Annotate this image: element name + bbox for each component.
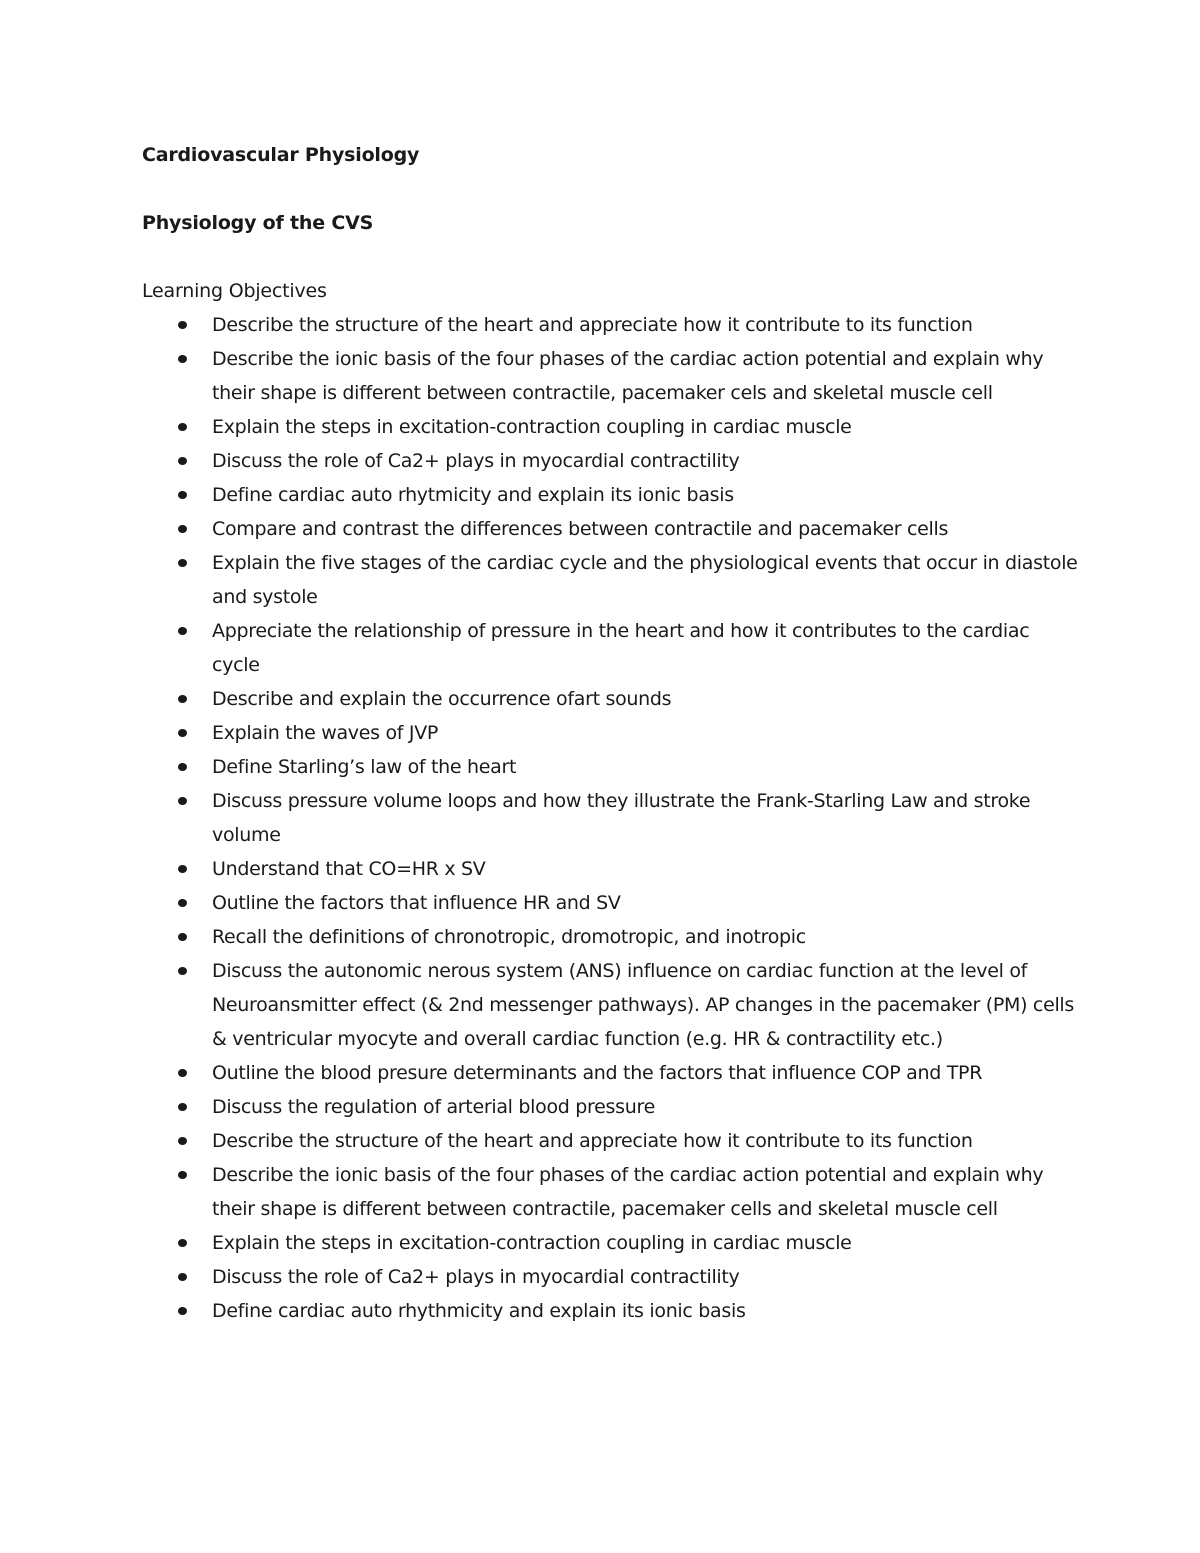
- bullet-icon: [178, 1137, 187, 1145]
- bullet-icon: [178, 423, 187, 431]
- bullet-icon: [178, 967, 187, 975]
- objective-list-item: [142, 546, 1082, 614]
- objective-text: Appreciate the relationship of pressure in the heart and how it contributes to the cardiac cycle: [212, 620, 1030, 676]
- objective-list-item: [142, 784, 1082, 852]
- objective-text: Outline the factors that influence HR and SV: [212, 892, 621, 914]
- bullet-icon: [178, 865, 187, 873]
- bullet-icon: [178, 763, 187, 771]
- objective-text: Recall the definitions of chronotropic, dromotropic, and inotropic: [212, 926, 806, 948]
- objective-list-item: [142, 478, 1082, 512]
- bullet-icon: [178, 1307, 187, 1315]
- objective-list-item: [142, 342, 1082, 410]
- objective-text: Explain the steps in excitation-contraction coupling in cardiac muscle: [212, 416, 852, 438]
- objectives-list: [142, 308, 1082, 1328]
- objective-list-item: [142, 1226, 1082, 1260]
- objective-text: Discuss the role of Ca2+ plays in myocardial contractility: [212, 450, 740, 472]
- bullet-icon: [178, 729, 187, 737]
- bullet-icon: [178, 1069, 187, 1077]
- objective-list-item: [142, 1260, 1082, 1294]
- bullet-icon: [178, 627, 187, 635]
- objective-text: Describe the ionic basis of the four phases of the cardiac action potential and explain why their shape is different between contractile, pacemaker cells and skeletal muscle cell: [212, 1164, 1044, 1220]
- objective-list-item: [142, 614, 1082, 682]
- objective-list-item: [142, 886, 1082, 920]
- objective-list-item: [142, 1090, 1082, 1124]
- objective-text: Discuss the regulation of arterial blood pressure: [212, 1096, 655, 1118]
- objective-text: Explain the five stages of the cardiac cycle and the physiological events that occur in diastole and systole: [212, 552, 1078, 608]
- objective-list-item: [142, 716, 1082, 750]
- objective-list-item: [142, 954, 1082, 1056]
- bullet-icon: [178, 457, 187, 465]
- objective-text: Define cardiac auto rhythmicity and explain its ionic basis: [212, 1300, 746, 1322]
- bullet-icon: [178, 321, 187, 329]
- objective-text: Explain the waves of JVP: [212, 722, 439, 744]
- objective-text: Describe and explain the occurrence ofart sounds: [212, 688, 672, 710]
- bullet-icon: [178, 355, 187, 363]
- objective-list-item: [142, 1124, 1082, 1158]
- bullet-icon: [178, 1103, 187, 1111]
- objective-text: Describe the structure of the heart and appreciate how it contribute to its function: [212, 314, 973, 336]
- objective-list-item: [142, 512, 1082, 546]
- objective-text: Discuss the role of Ca2+ plays in myocardial contractility: [212, 1266, 740, 1288]
- bullet-icon: [178, 1273, 187, 1281]
- objective-text: Define Starling’s law of the heart: [212, 756, 517, 778]
- document-page: [142, 138, 1082, 1328]
- bullet-icon: [178, 559, 187, 567]
- objective-text: Describe the structure of the heart and appreciate how it contribute to its function: [212, 1130, 973, 1152]
- document-subtitle: Physiology of the CVS: [142, 212, 374, 234]
- bullet-icon: [178, 1239, 187, 1247]
- objective-text: Discuss the autonomic nerous system (ANS) influence on cardiac function at the level of Neuroansmitter effect (& 2nd messenger pathways). AP changes in the pacemaker (PM) cells & ventricular myocyte and overall cardiac function (e.g. HR & contractility etc.): [212, 960, 1075, 1050]
- objective-list-item: [142, 308, 1082, 342]
- objective-list-item: [142, 750, 1082, 784]
- objective-list-item: [142, 410, 1082, 444]
- bullet-icon: [178, 899, 187, 907]
- objective-list-item: [142, 920, 1082, 954]
- document-title: Cardiovascular Physiology: [142, 144, 420, 166]
- bullet-icon: [178, 797, 187, 805]
- bullet-icon: [178, 933, 187, 941]
- objectives-heading: Learning Objectives: [142, 280, 327, 302]
- objective-text: Discuss pressure volume loops and how they illustrate the Frank-Starling Law and stroke volume: [212, 790, 1031, 846]
- objective-text: Define cardiac auto rhytmicity and explain its ionic basis: [212, 484, 734, 506]
- objective-list-item: [142, 444, 1082, 478]
- bullet-icon: [178, 695, 187, 703]
- bullet-icon: [178, 525, 187, 533]
- objective-text: Describe the ionic basis of the four phases of the cardiac action potential and explain why their shape is different between contractile, pacemaker cels and skeletal muscle cell: [212, 348, 1044, 404]
- objective-text: Understand that CO=HR x SV: [212, 858, 486, 880]
- objective-list-item: [142, 852, 1082, 886]
- objective-list-item: [142, 1294, 1082, 1328]
- bullet-icon: [178, 491, 187, 499]
- objective-text: Compare and contrast the differences between contractile and pacemaker cells: [212, 518, 949, 540]
- objective-text: Outline the blood presure determinants and the factors that influence COP and TPR: [212, 1062, 983, 1084]
- objective-list-item: [142, 1056, 1082, 1090]
- objective-list-item: [142, 682, 1082, 716]
- objective-text: Explain the steps in excitation-contraction coupling in cardiac muscle: [212, 1232, 852, 1254]
- objective-list-item: [142, 1158, 1082, 1226]
- bullet-icon: [178, 1171, 187, 1179]
